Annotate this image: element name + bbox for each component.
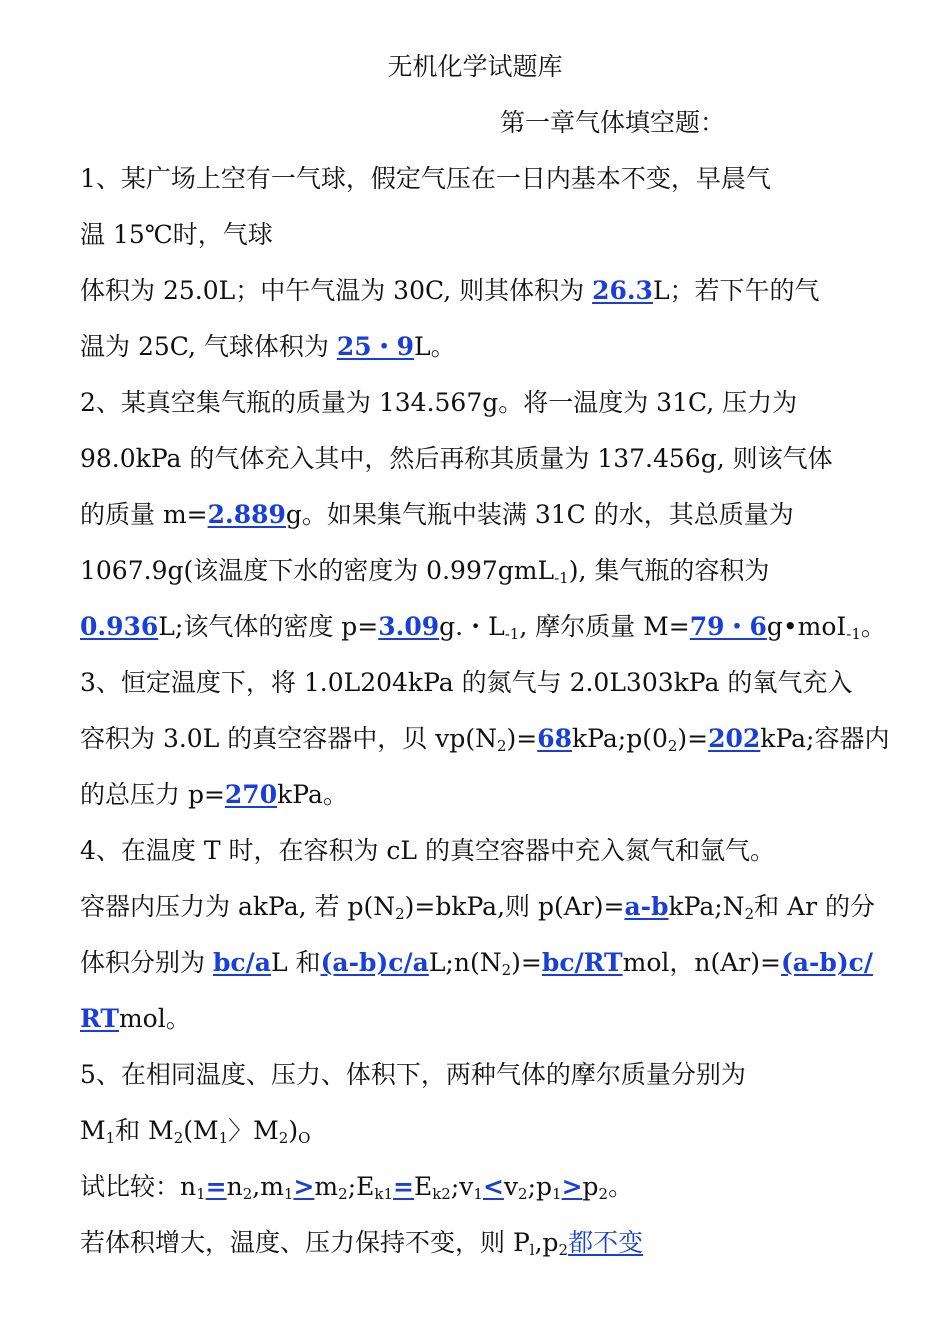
q1-text: L；若下午的气 [652,276,820,305]
q2-subscript: -1 [504,624,520,643]
q4-text: L;n(N [428,948,502,977]
q5-subscript: 1 [473,1184,483,1203]
q5-line-2 [80,1114,880,1148]
q1-line-1: 1、某广场上空有一气球，假定气压在一日内基本不变，早晨气 [80,164,771,193]
q4-text: 体积分别为 [80,948,213,977]
q3-text: )= [506,724,538,753]
q2-text: g。如果集气瓶中装满 31C 的水，其总质量为 [285,500,794,529]
q5-subscript: O [298,1128,311,1147]
q3-text: kPa。 [277,780,348,809]
q2-text: L;该气体的密度 p= [158,612,379,641]
q2-line-3 [80,498,880,532]
q4-answer-4: bc/RT [541,948,623,977]
q3-answer-1: 68 [537,724,573,753]
q2-answer-3: 3.09 [378,612,440,641]
q5-answer-1: = [205,1172,227,1201]
q1-line-2: 温 15℃时，气球 [80,220,273,249]
q5-answer-6: 都不变 [568,1228,644,1257]
q5-subscript: 2 [558,1240,569,1259]
q4-answer-1: a-b [624,892,669,921]
q5-text: E [413,1172,433,1201]
q5-text: m [314,1172,339,1201]
q3-text: kPa;p(0 [572,724,668,753]
q5-subscript: 1 [283,1184,294,1203]
q2-text: g•moI [766,612,847,641]
q2-line-1: 2、某真空集气瓶的质量为 134.567g。将一温度为 31C, 压力为 [80,388,798,417]
q3-line-3 [80,778,880,812]
q4-answer-5-cont: RT [80,1004,119,1033]
q4-subscript: 2 [501,960,512,979]
q5-subscript: l [529,1240,535,1259]
q4-text: kPa;N [668,892,745,921]
q2-text: 的质量 m= [80,500,208,529]
q2-subscript: -1 [554,568,569,587]
q5-subscript: 2 [173,1128,184,1147]
q5-text: v [503,1172,519,1201]
q4-line-1: 4、在温度 T 时，在容积为 cL 的真空容器中充入氮气和氩气。 [80,836,775,865]
q4-text: mol。 [118,1004,191,1033]
q5-subscript: 2 [598,1184,609,1203]
q5-text: 。 [608,1172,634,1201]
q1-text: 体积为 25.0L；中午气温为 30C, 则其体积为 [80,276,593,305]
q5-text: M [80,1116,106,1145]
q5-text: n [226,1172,243,1201]
q4-text: )= [511,948,542,977]
q2-subscript: -1 [846,624,861,643]
q5-subscript: 1 [196,1184,206,1203]
document-title: 无机化学试题库 [387,52,563,81]
q5-line-3 [80,1170,880,1204]
q5-subscript: k1 [374,1184,394,1203]
q3-text: kPa;容器内 [760,724,890,753]
q5-text: 和 M [115,1116,174,1145]
q5-text: ,p [534,1228,559,1257]
q2-answer-4: 79・6 [689,612,767,641]
q1-line-3 [80,274,880,308]
q5-answer-2: > [293,1172,315,1201]
q4-line-2 [80,890,880,924]
q5-subscript: 1 [105,1128,116,1147]
q4-line-4 [80,1002,880,1036]
q5-text: ;E [347,1172,375,1201]
q4-text: 和 Ar 的分 [754,892,876,921]
q2-answer-2: 0.936 [80,612,159,641]
q1-text: L。 [414,332,456,361]
q1-answer-1: 26.3 [592,276,653,305]
q4-text: )=bkPa,则 p(Ar)= [404,892,625,921]
q4-line-3 [80,946,880,980]
q2-text: , 摩尔质量 M= [519,612,690,641]
q3-subscript: 2 [496,736,507,755]
q5-text: 〉M [228,1116,279,1145]
q3-text: )= [677,724,709,753]
q5-subscript: k2 [432,1184,451,1203]
q4-answer-2: bc/a [212,948,271,977]
q5-text: ;v [450,1172,474,1201]
q2-text: g.・L [439,612,505,641]
q3-line-1: 3、恒定温度下，将 1.0L204kPa 的氮气与 2.0L303kPa 的氧气充入 [80,668,853,697]
q4-text: mol，n(Ar)= [622,948,781,977]
q5-text: 试比较：n [80,1172,197,1201]
q5-subscript: 2 [278,1128,289,1147]
q5-text: p [582,1172,599,1201]
q2-text: ), 集气瓶的容积为 [568,556,770,585]
q5-subscript: 1 [552,1184,562,1203]
q5-text: 若体积增大，温度、压力保持不变，则 P [80,1228,530,1257]
q5-line-4 [80,1226,880,1260]
q2-line-2: 98.0kPa 的气体充入其中，然后再称其质量为 137.456g, 则该气体 [80,444,833,473]
q3-answer-2: 202 [708,724,761,753]
q3-line-2 [80,722,890,756]
q2-line-4 [80,554,880,588]
q4-answer-5: (a-b)c/ [780,948,874,977]
q1-answer-2: 25・9 [336,332,415,361]
q5-subscript: 2 [518,1184,528,1203]
q5-subscript: 2 [242,1184,253,1203]
q5-line-1: 5、在相同温度、压力、体积下，两种气体的摩尔质量分别为 [80,1060,746,1089]
q4-subscript: 2 [744,904,755,923]
q5-text: ) [288,1116,299,1145]
q1-line-4 [80,330,880,364]
q2-line-5 [80,610,886,644]
q3-answer-3: 270 [224,780,278,809]
q5-text: ,m [252,1172,284,1201]
q3-subscript: 2 [667,736,678,755]
q4-text: 容器内压力为 akPa, 若 p(N [80,892,396,921]
q4-subscript: 2 [395,904,405,923]
q3-text: 的总压力 p= [80,780,225,809]
q2-answer-1: 2.889 [207,500,286,529]
q5-subscript: 2 [338,1184,348,1203]
q4-text: L 和 [271,948,321,977]
chapter-heading: 第一章气体填空题： [500,108,726,137]
q5-answer-3: = [393,1172,414,1201]
q5-text: (M [183,1116,219,1145]
q1-text: 温为 25C, 气球体积为 [80,332,337,361]
q5-subscript: 1 [218,1128,229,1147]
q2-text: 。 [860,612,886,641]
q3-text: 容积为 3.0L 的真空容器中，贝 vp(N [80,724,497,753]
q5-answer-4: < [482,1172,504,1201]
q2-text: 1067.9g(该温度下水的密度为 0.997gmL [80,556,555,585]
q5-answer-5: > [561,1172,583,1201]
q5-text: ;p [527,1172,553,1201]
q4-answer-3: (a-b)c/a [320,948,429,977]
